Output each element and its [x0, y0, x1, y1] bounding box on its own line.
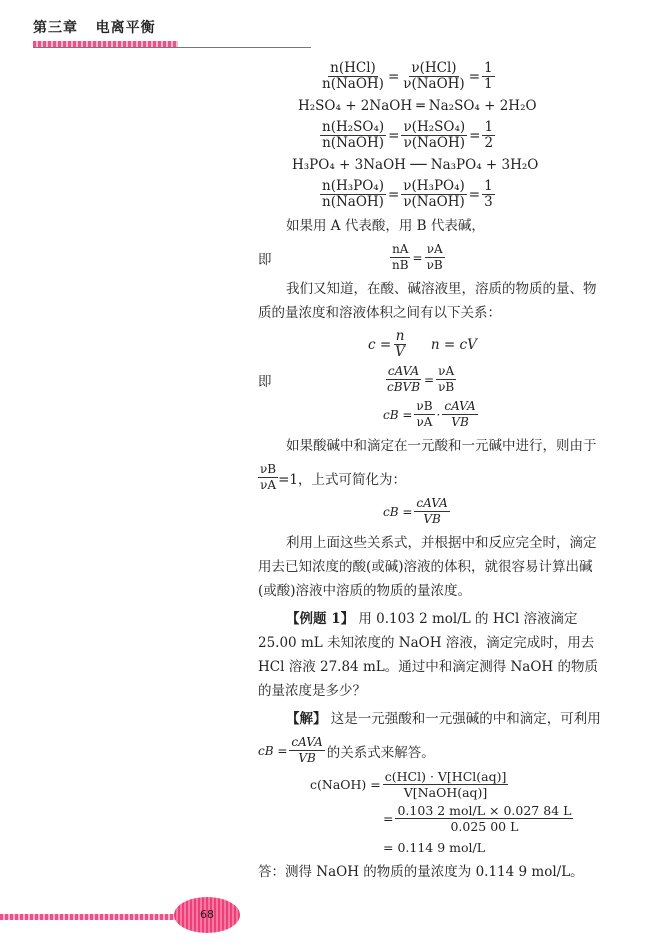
page-number-badge — [174, 897, 240, 933]
equation-hcl-ratio: $\frac{\text{n(HCl)}}{\text{n(NaOH)}}$ = $\frac{\text{ν(HCl)}}{\text{ν(NaOH)}}$ = $\frac{1}{1}$ — [322, 60, 493, 92]
chapter-number: 第三章 — [33, 20, 78, 36]
example-1 — [258, 607, 608, 703]
footer-stripe — [0, 914, 190, 920]
equation-h2so4-reaction: H₂SO₄ + 2NaOH ═ Na₂SO₄ + 2H₂O — [298, 98, 537, 114]
equation-h3po4-reaction: H₃PO₄ + 3NaOH ── Na₃PO₄ + 3H₂O — [292, 157, 539, 173]
paragraph-relation: 我们又知道，在酸、碱溶液里，溶质的物质的量、物质的量浓度和溶液体积之间有以下关系： — [258, 281, 597, 321]
equation-h2so4-ratio: $\frac{\text{n(H₂SO₄)}}{\text{n(NaOH)}}$ = $\frac{\text{ν(H₂SO₄)}}{\text{ν(NaOH)}}$ = $\frac{1}{2}$ — [322, 119, 494, 151]
example-text: 用 0.103 2 mol/L 的 HCl 溶液滴定 25.00 mL 未知浓度的 NaOH 溶液，滴定完成时，用去 HCl 溶液 27.84 mL。通过中和滴定测得 NaOH 的物质的量浓度是多少？ — [258, 611, 598, 699]
solution-formula: cB = $\frac{\text{cAVA}}{VB}$ 的关系式来解答。 — [258, 735, 435, 765]
equation-cv-ratio: $\frac{\text{cAVA}}{\text{cBVB}}$ = $\frac{\nu A}{\nu B}$ — [387, 364, 455, 394]
ji-row-2 — [258, 364, 608, 395]
text-define-ab: 如果用 A 代表酸，用 B 代表碱， — [286, 218, 485, 234]
calculation-step2: = $\frac{\text{0.103 2 mol/L × 0.027 84 L}}{0.025 00 L}$ — [383, 803, 572, 834]
header-area — [0, 0, 650, 58]
solution-body: 这是一元强酸和一元强碱的中和滴定，可利用 — [330, 711, 601, 727]
solution-label: 【解】 — [286, 711, 327, 727]
example-label: 【例题 1】 — [286, 611, 355, 627]
equation-c-n-v: c = $\frac{n}{V}$ n = cV — [368, 328, 477, 360]
paragraph-monoprotic: 如果酸碱中和滴定在一元酸和一元碱中进行，则由于 — [286, 438, 597, 454]
equation-h3po4-ratio: $\frac{\text{n(H₃PO₄)}}{\text{n(NaOH)}}$ = $\frac{\text{ν(H₃PO₄)}}{\text{ν(NaOH)}}$ = $\frac{1}{3}$ — [322, 178, 493, 210]
ji-row-1 — [258, 242, 608, 273]
equation-n-ratio: $\frac{nA}{nB}$ = $\frac{\nu A}{\nu B}$ — [392, 242, 443, 272]
header-rule — [33, 47, 311, 48]
equation-ratio-one: $\frac{\nu B}{\nu A}$ =1，上式可简化为： — [260, 462, 407, 492]
chapter-header — [33, 17, 156, 37]
equation-cb-general: cB = $\frac{\nu B}{\nu A}$ · $\frac{\text{cAVA}}{VB}$ — [383, 399, 476, 429]
label-ji: 即 — [258, 251, 272, 268]
label-ji-2: 即 — [258, 373, 272, 390]
chapter-title: 电离平衡 — [95, 20, 156, 36]
footer — [0, 897, 650, 947]
paragraph-application: 利用上面这些关系式，并根据中和反应完全时，滴定用去已知浓度的酸(或碱)溶液的体积，就很容易计算出碱(或酸)溶液中溶质的物质的量浓度。 — [258, 535, 597, 599]
answer: 答：测得 NaOH 的物质的量浓度为 0.114 9 mol/L。 — [258, 864, 584, 880]
calculation-result: = 0.114 9 mol/L — [383, 840, 486, 855]
page-body — [258, 61, 608, 883]
page-number: 68 — [200, 908, 214, 921]
calculation-step1: c(NaOH) = $\frac{\text{c(HCl) · V[HCl(aq)]}}{\text{V[NaOH(aq)]}}$ — [310, 769, 507, 800]
equation-cb-simple: cB = $\frac{\text{cAVA}}{VB}$ — [383, 496, 448, 526]
solution-text — [258, 707, 608, 731]
